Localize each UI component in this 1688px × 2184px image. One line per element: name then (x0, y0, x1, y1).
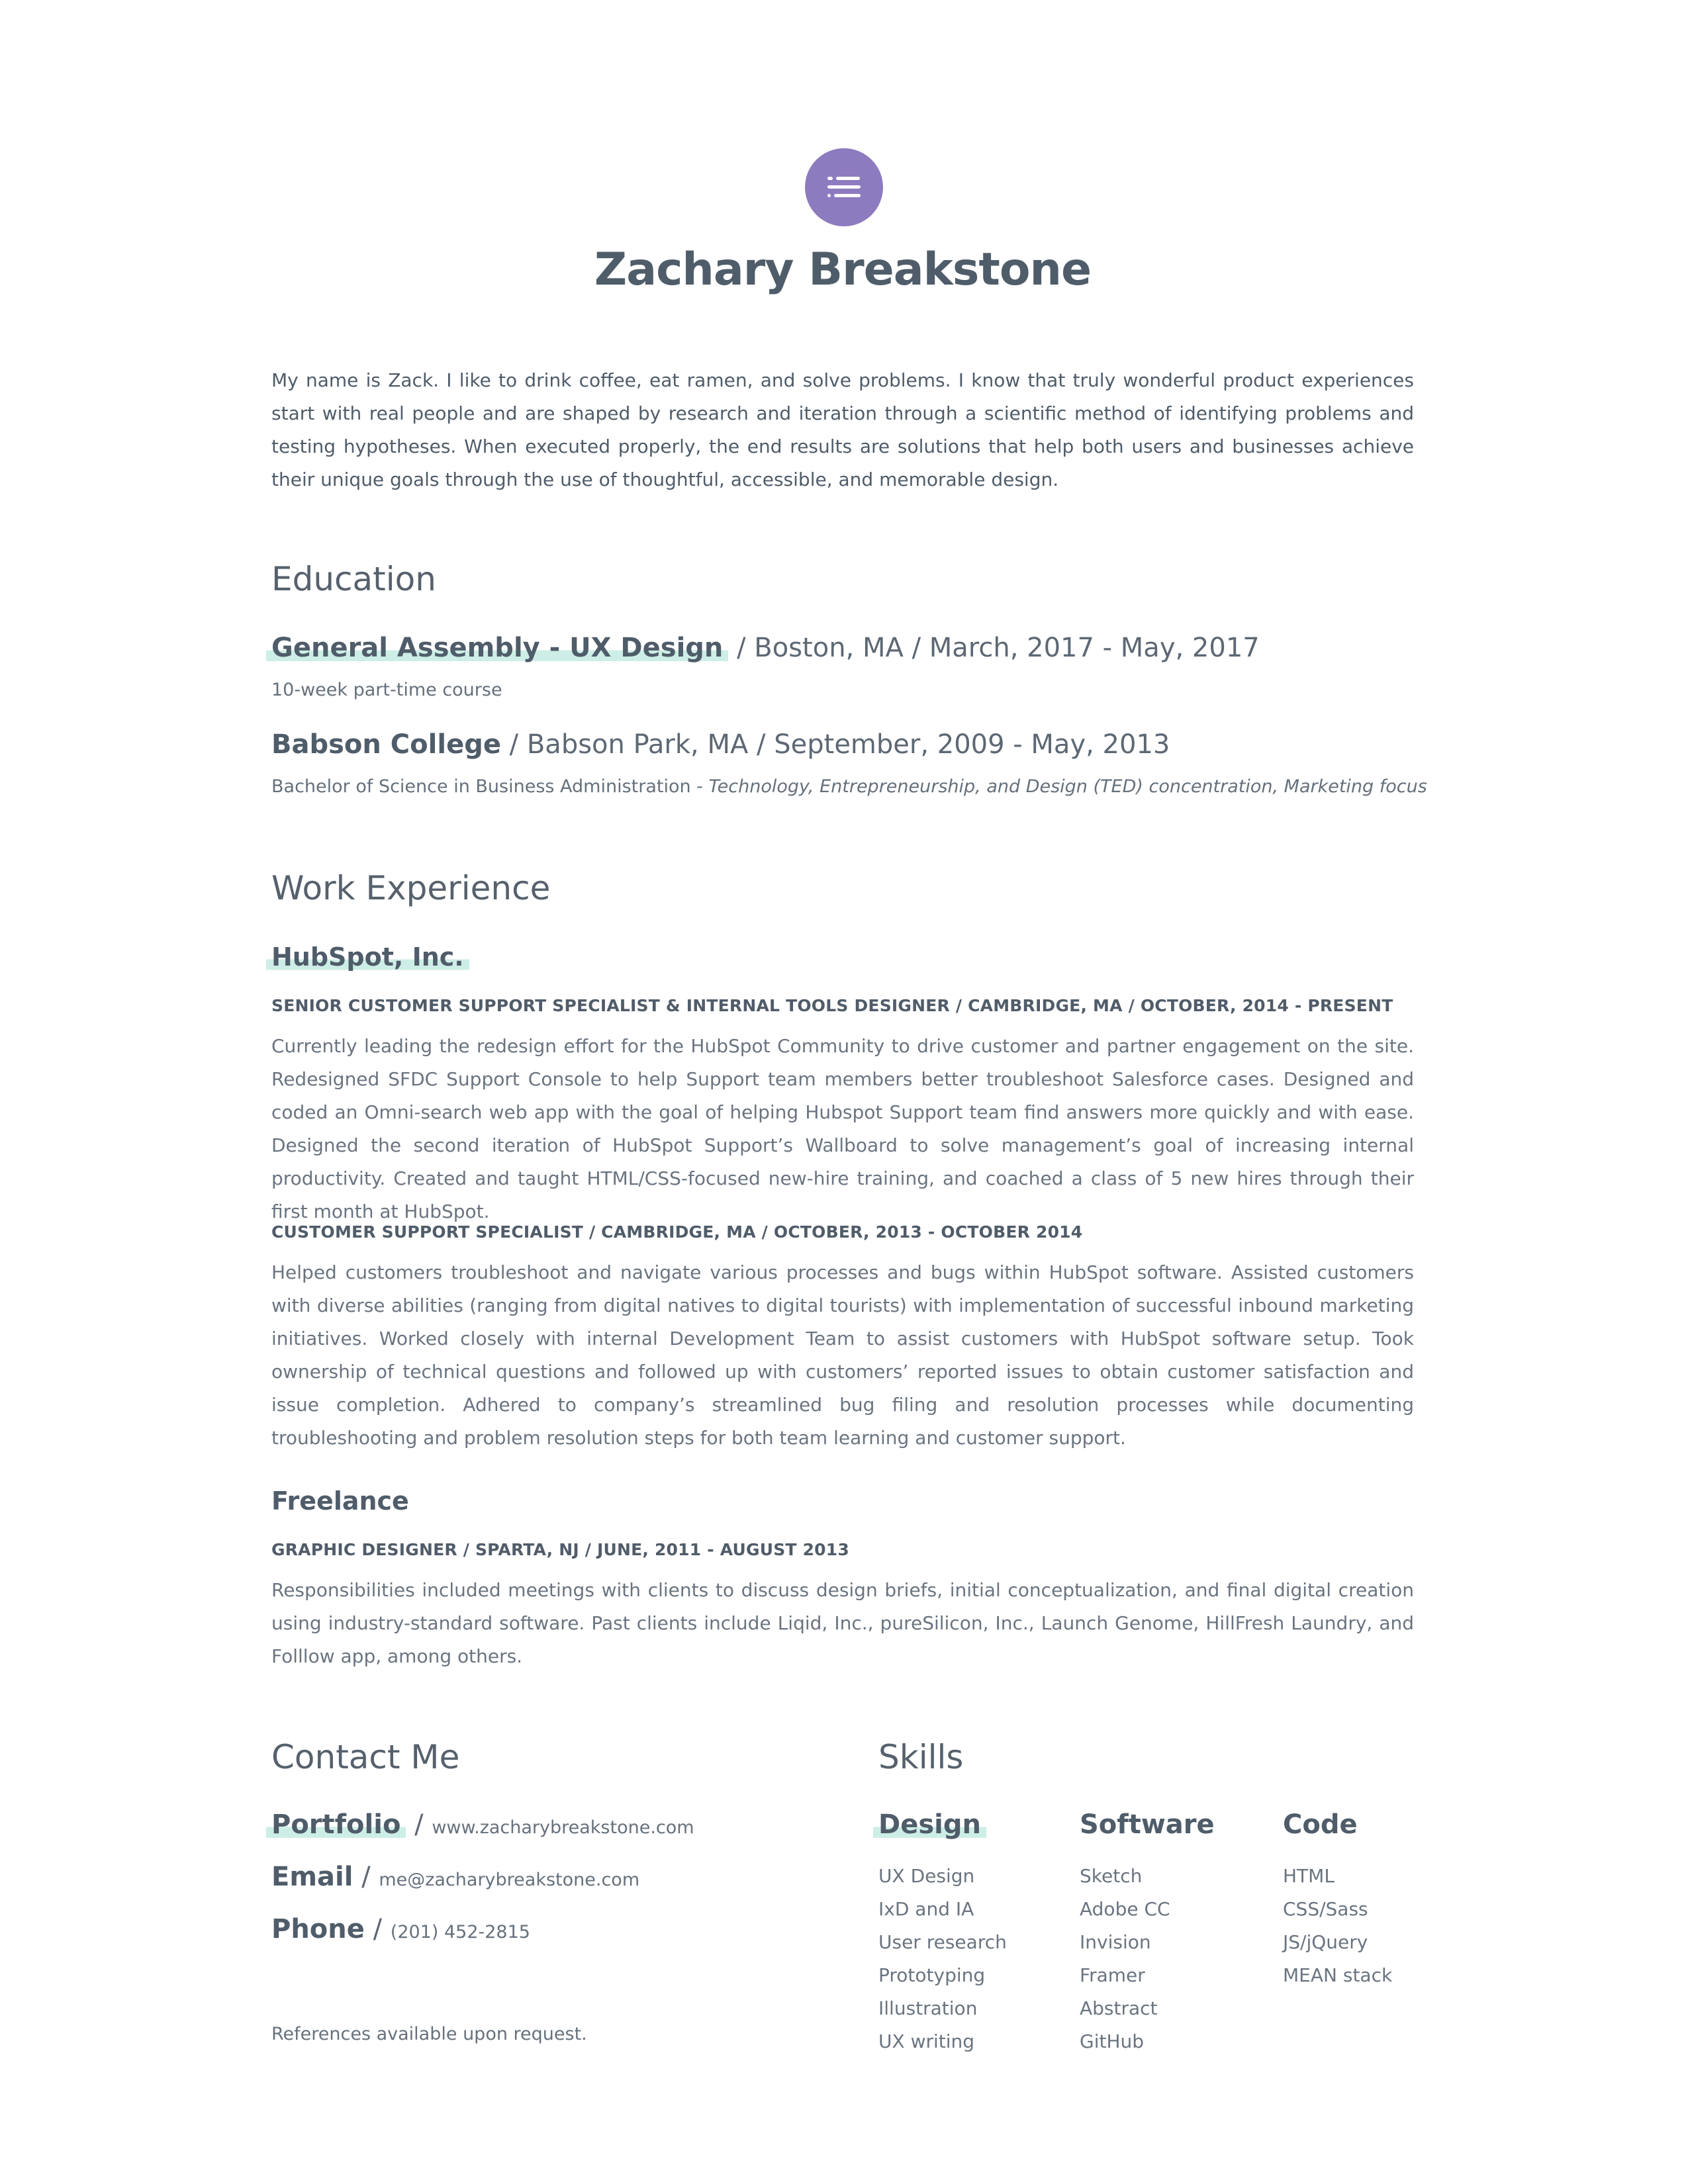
references-note: References available upon request. (271, 2024, 587, 2044)
work-heading: Work Experience (271, 869, 551, 907)
list-item: Abstract (1080, 1997, 1158, 2019)
list-item: Adobe CC (1080, 1898, 1170, 1920)
contact-label: Phone (271, 1914, 365, 1944)
skills-column-heading: Design (873, 1809, 986, 1840)
portfolio-link[interactable]: www.zacharybreakstone.com (432, 1817, 694, 1838)
education-sub-text: 10-week part-time course (271, 680, 502, 700)
education-item (271, 729, 1170, 760)
contact-phone: Phone / (201) 452-2815 (271, 1914, 530, 1944)
skills-column-code (1283, 1809, 1393, 1986)
education-school: Babson College (271, 729, 501, 760)
phone-link[interactable]: (201) 452-2815 (390, 1922, 530, 1942)
education-details: / Boston, MA / March, 2017 - May, 2017 (728, 633, 1260, 663)
education-details: / Babson Park, MA / September, 2009 - May, 2013 (500, 729, 1170, 760)
education-sub (271, 776, 1427, 797)
skills-column-heading: Code (1283, 1809, 1358, 1840)
education-sub-italic: Technology, Entrepreneurship, and Design (TED) concentration, Marketing focus (708, 776, 1427, 797)
role-title: SENIOR CUSTOMER SUPPORT SPECIALIST & INTERNAL TOOLS DESIGNER / CAMBRIDGE, MA / OCTOBER, 2014 - PRESENT (271, 996, 1393, 1015)
education-item (271, 633, 1260, 663)
list-item: CSS/Sass (1283, 1898, 1368, 1920)
contact-label: Email (271, 1862, 353, 1892)
education-sub (271, 680, 502, 700)
list-item: User research (878, 1931, 1007, 1953)
skills-list (878, 1860, 1007, 2058)
company-name (271, 942, 469, 972)
contact-label: Portfolio (266, 1809, 406, 1840)
education-school: General Assembly - UX Design (266, 633, 728, 663)
company-name: Freelance (271, 1486, 409, 1516)
list-item: Invision (1080, 1931, 1151, 1953)
list-item: UX Design (878, 1865, 975, 1887)
skills-heading: Skills (878, 1738, 964, 1776)
company-name-text: HubSpot, Inc. (266, 942, 469, 972)
contact-email: Email / me@zacharybreakstone.com (271, 1862, 640, 1892)
skills-column-heading: Software (1080, 1809, 1215, 1840)
list-item: Illustration (878, 1997, 978, 2019)
list-item: GitHub (1080, 2030, 1145, 2052)
role-description: Responsibilities included meetings with clients to discuss design briefs, initial conceptualization, and final digital creation using industry-standard software. Past clients include Liqid, Inc., pureSilicon, Inc., Launch Genome, HillFresh Laundry, and Folllow app, among others. (271, 1579, 1414, 1667)
role-title: CUSTOMER SUPPORT SPECIALIST / CAMBRIDGE, MA / OCTOBER, 2013 - OCTOBER 2014 (271, 1222, 1083, 1242)
list-item: Prototyping (878, 1964, 986, 1986)
role-description: Helped customers troubleshoot and navigate various processes and bugs within HubSpot software. Assisted customers with diverse abilities (ranging from digital natives to digital tourists) with implementation of successful inbound marketing initiatives. Worked closely with internal Development Team to assist customers with HubSpot software setup. Took ownership of technical questions and followed up with customers’ reported issues to obtain customer satisfaction and issue completion. Adhered to company’s streamlined bug filing and resolution processes while documenting troubleshooting and problem resolution steps for both team learning and customer support. (271, 1261, 1414, 1449)
skills-column-design (878, 1809, 1007, 2052)
education-sub-text: Bachelor of Science in Business Administration - (271, 776, 709, 797)
list-item: MEAN stack (1283, 1964, 1393, 1986)
skills-list (1283, 1860, 1392, 1992)
list-item: UX writing (878, 2030, 975, 2052)
intro-paragraph: My name is Zack. I like to drink coffee, eat ramen, and solve problems. I know that truly wonderful product experiences start with real people and are shaped by research and iteration through a scientific method of identifying problems and testing hypotheses. When executed properly, the end results are solutions that help both users and businesses achieve their unique goals through the use of thoughtful, accessible, and memorable design. (271, 369, 1414, 490)
page-title: Zachary Breakstone (594, 244, 1092, 296)
email-link[interactable]: me@zacharybreakstone.com (379, 1870, 640, 1890)
menu-lines-icon (805, 148, 883, 226)
list-item: IxD and IA (878, 1898, 974, 1920)
list-item: Sketch (1080, 1865, 1143, 1887)
list-item: JS/jQuery (1283, 1931, 1368, 1953)
role-description: Currently leading the redesign effort for the HubSpot Community to drive customer and partner engagement on the site. Redesigned SFDC Support Console to help Support team members better troubleshoot Salesforce cases. Designed and coded an Omni-search web app with the goal of helping Hubspot Support team find answers more quickly and with ease. Designed the second iteration of HubSpot Support’s Wallboard to solve management’s goal of increasing internal productivity. Created and taught HTML/CSS-focused new-hire training, and coached a class of 5 new hires through their first month at HubSpot. (271, 1035, 1414, 1222)
list-item: Framer (1080, 1964, 1145, 1986)
education-heading: Education (271, 560, 436, 598)
contact-portfolio: Portfolio / www.zacharybreakstone.com (271, 1809, 694, 1840)
contact-heading: Contact Me (271, 1738, 460, 1776)
skills-column-software (1080, 1809, 1215, 2052)
role-title: GRAPHIC DESIGNER / SPARTA, NJ / JUNE, 2011 - AUGUST 2013 (271, 1540, 849, 1559)
list-item: HTML (1283, 1865, 1335, 1887)
skills-list (1080, 1860, 1170, 2058)
